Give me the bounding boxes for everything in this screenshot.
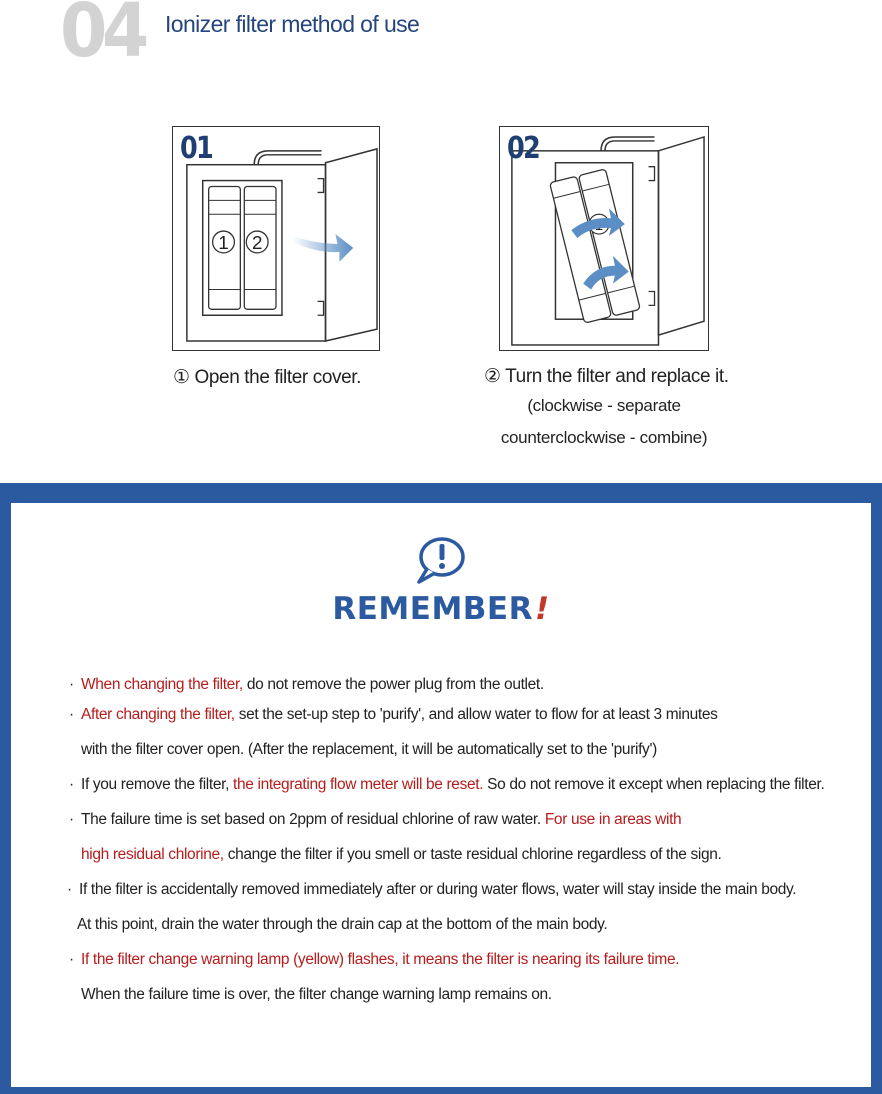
section-number: 04 — [60, 0, 144, 74]
step-1-illustration — [172, 126, 380, 351]
exclamation-speech-bubble-icon — [413, 534, 467, 586]
page-title: Ionizer filter method of use — [165, 11, 420, 37]
note-2: · After changing the filter, set the set-up step to 'purify', and allow water to flow for at least 3 minutes — [69, 706, 718, 723]
step-2-caption-line2: (clockwise - separate — [527, 396, 681, 415]
note-4-line2: high residual chlorine, change the filter if you smell or taste residual chlorine regardless of the sign. — [81, 846, 722, 863]
open-arrow-icon — [292, 234, 353, 262]
step-number: 01 — [180, 131, 213, 166]
step-number: 02 — [507, 131, 540, 166]
filter-label-2: 2 — [251, 231, 263, 253]
note-6: · If the filter change warning lamp (yellow) flashes, it means the filter is nearing its failure time. — [69, 951, 680, 968]
remember-panel-inner — [11, 503, 871, 1087]
remember-panel — [0, 483, 882, 1094]
step-2-caption-line3: counterclockwise - combine) — [500, 428, 708, 447]
note-5-line2: At this point, drain the water through the drain cap at the bottom of the main body. — [77, 916, 608, 933]
step-1-caption: ① Open the filter cover. — [173, 367, 362, 388]
remember-heading: REMEMBER! — [332, 591, 550, 627]
step-2-illustration — [499, 126, 709, 351]
note-4: · The failure time is set based on 2ppm of residual chlorine of raw water. For use in areas with — [69, 811, 682, 828]
step-2-caption: ② Turn the filter and replace it. — [484, 366, 729, 387]
note-6-line2: When the failure time is over, the filter change warning lamp remains on. — [81, 986, 552, 1003]
note-1: · When changing the filter, do not remove the power plug from the outlet. — [69, 676, 544, 693]
note-5: · If the filter is accidentally removed immediately after or during water flows, water will stay inside the main body. — [67, 881, 797, 898]
note-3: · If you remove the filter, the integrating flow meter will be reset. So do not remove it except when replacing the filter. — [69, 776, 825, 793]
filter-label-1: 1 — [218, 231, 229, 253]
note-2-line2: with the filter cover open. (After the replacement, it will be automatically set to the 'purify') — [81, 741, 657, 758]
